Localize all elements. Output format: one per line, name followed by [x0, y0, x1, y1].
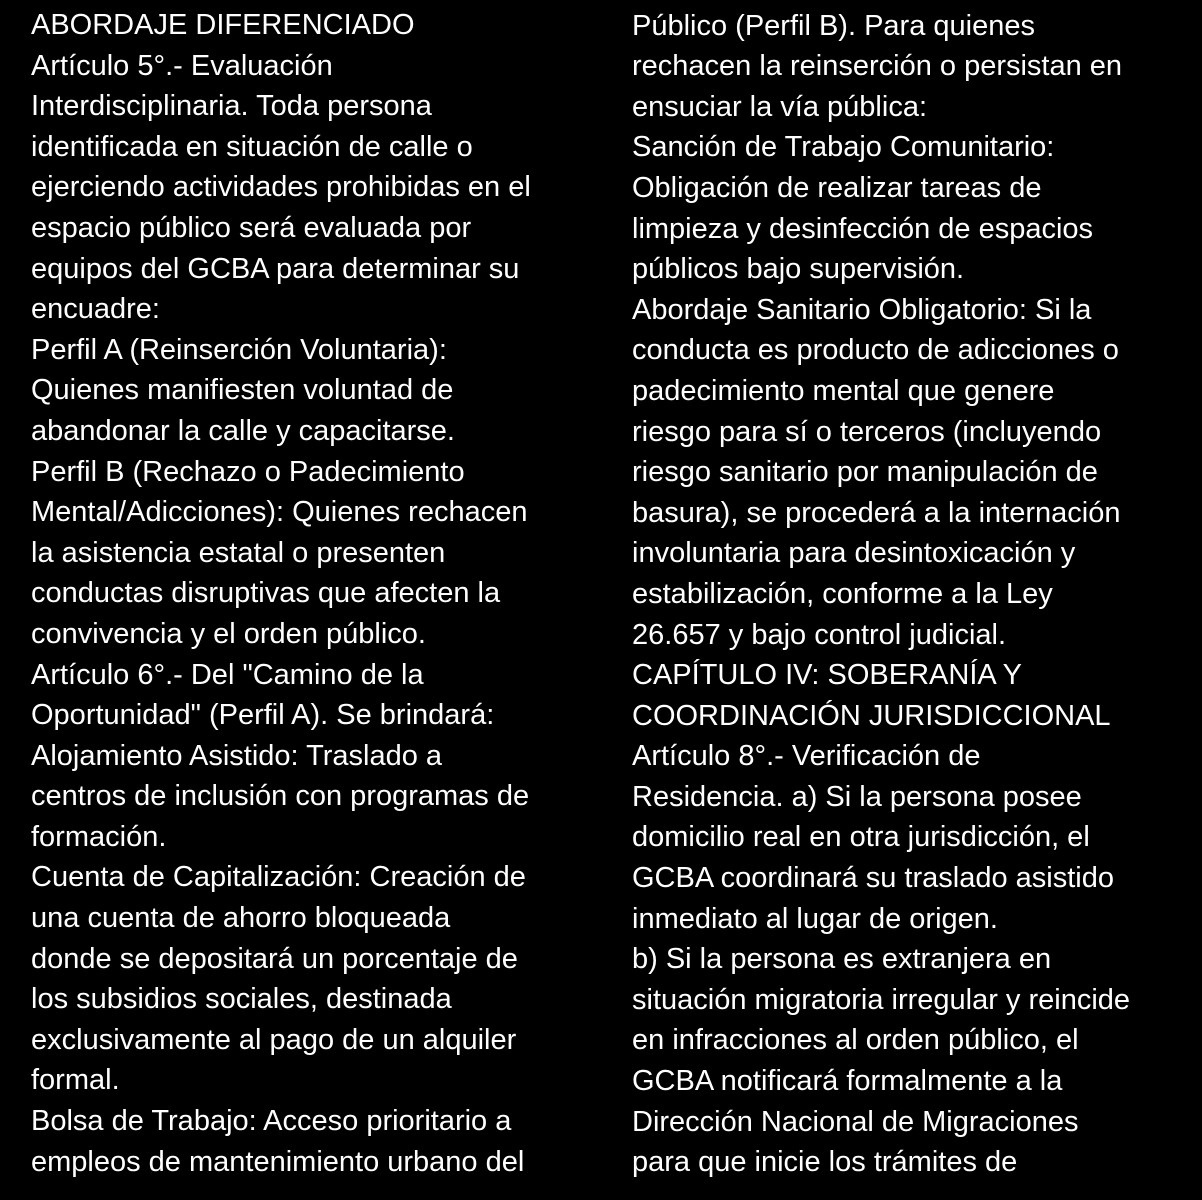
text-line: exclusivamente al pago de un alquiler	[31, 1023, 517, 1056]
text-line: Residencia. a) Si la persona posee	[632, 780, 1082, 813]
text-line: Artículo 8°.- Verificación de	[632, 740, 981, 773]
text-line: Sanción de Trabajo Comunitario:	[632, 131, 1055, 164]
text-line: para que inicie los trámites de	[632, 1146, 1018, 1179]
text-line: GCBA notificará formalmente a la	[632, 1065, 1063, 1098]
text-line: espacio público será evaluada por	[31, 211, 472, 244]
text-line: CAPÍTULO IV: SOBERANÍA Y	[632, 659, 1023, 692]
left-text-column	[31, 5, 601, 1182]
text-line: donde se depositará un porcentaje de	[31, 942, 518, 975]
text-line: Dirección Nacional de Migraciones	[632, 1105, 1079, 1138]
text-line: b) Si la persona es extranjera en	[632, 943, 1052, 976]
text-line: Perfil A (Reinserción Voluntaria):	[31, 333, 447, 366]
text-line: Bolsa de Trabajo: Acceso prioritario a	[31, 1105, 512, 1138]
text-line: encuadre:	[31, 293, 160, 326]
text-line: riesgo para sí o terceros (incluyendo	[632, 415, 1102, 448]
text-line: situación migratoria irregular y reincide	[632, 983, 1131, 1016]
text-line: Artículo 6°.- Del "Camino de la	[31, 658, 424, 691]
text-line: limpieza y desinfección de espacios	[632, 212, 1094, 245]
text-line: convivencia y el orden público.	[31, 617, 426, 650]
text-line: una cuenta de ahorro bloqueada	[31, 902, 451, 935]
text-line: ABORDAJE DIFERENCIADO	[31, 9, 415, 41]
text-line: Quienes manifiesten voluntad de	[31, 374, 454, 407]
text-line: identificada en situación de calle o	[31, 130, 473, 163]
text-line: estabilización, conforme a la Ley	[632, 577, 1053, 610]
text-line: riesgo sanitario por manipulación de	[632, 456, 1098, 489]
text-line: centros de inclusión con programas de	[31, 780, 530, 813]
text-line: Alojamiento Asistido: Traslado a	[31, 739, 443, 772]
text-line: conducta es producto de adicciones o	[632, 334, 1119, 367]
text-line: abandonar la calle y capacitarse.	[31, 414, 455, 447]
text-line: Interdisciplinaria. Toda persona	[31, 90, 432, 123]
text-line: ensuciar la vía pública:	[632, 90, 927, 123]
text-line: GCBA coordinará su traslado asistido	[632, 862, 1114, 895]
text-line: la asistencia estatal o presenten	[31, 536, 446, 569]
text-line: los subsidios sociales, destinada	[31, 983, 452, 1016]
text-line: domicilio real en otra jurisdicción, el	[632, 821, 1090, 854]
text-line: conductas disruptivas que afecten la	[31, 577, 501, 610]
text-line: formación.	[31, 820, 167, 853]
text-line: 26.657 y bajo control judicial.	[632, 618, 1007, 651]
text-line: en infracciones al orden público, el	[632, 1024, 1079, 1057]
right-text-column	[632, 0, 1202, 1183]
text-line: ejerciendo actividades prohibidas en el	[31, 171, 531, 204]
text-line: basura), se procederá a la internación	[632, 496, 1121, 529]
text-line: Obligación de realizar tareas de	[632, 171, 1042, 204]
text-line: rechacen la reinserción o persistan en	[632, 50, 1123, 83]
text-line: Público (Perfil B). Para quienes	[632, 9, 1035, 42]
text-line: Artículo 5°.- Evaluación	[31, 49, 333, 82]
text-line: empleos de mantenimiento urbano del	[31, 1145, 525, 1178]
text-line: Oportunidad" (Perfil A). Se brindará:	[31, 699, 495, 732]
text-line: formal.	[31, 1064, 120, 1097]
text-line: públicos bajo supervisión.	[632, 253, 965, 286]
text-line: Cuenta de Capitalización: Creación de	[31, 861, 526, 894]
text-line: involuntaria para desintoxicación y	[632, 537, 1076, 570]
text-line: COORDINACIÓN JURISDICCIONAL	[632, 699, 1111, 732]
text-line: padecimiento mental que genere	[632, 374, 1055, 407]
text-line: Mental/Adicciones): Quienes rechacen	[31, 496, 528, 529]
text-line: inmediato al lugar de origen.	[632, 902, 998, 935]
text-line: Perfil B (Rechazo o Padecimiento	[31, 455, 465, 488]
text-line: Abordaje Sanitario Obligatorio: Si la	[632, 293, 1092, 326]
text-line: equipos del GCBA para determinar su	[31, 252, 520, 285]
